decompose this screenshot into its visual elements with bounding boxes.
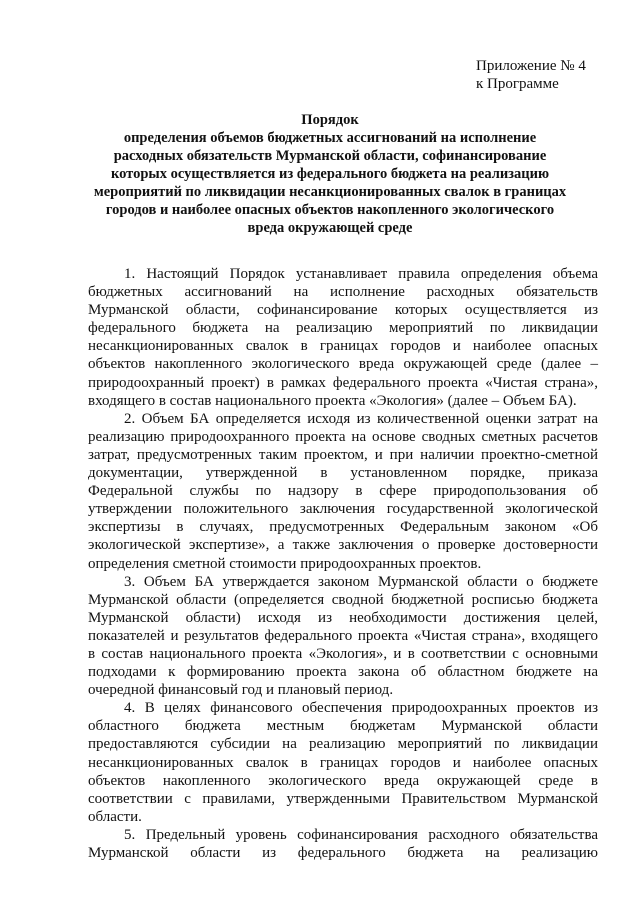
title-line: расходных обязательств Мурманской области, софинансирование [113, 148, 547, 164]
paragraph-line: Мурманской области, софинансирование которых осуществляется из [88, 302, 598, 319]
paragraph-line: природоохранный проект) в рамках федерального проекта «Чистая страна», [88, 374, 598, 391]
paragraph-line: несанкционированных свалок в границах городов и наиболее опасных [88, 754, 598, 771]
paragraph-line: федерального бюджета на реализацию мероприятий по ликвидации [88, 320, 598, 337]
annex-program: к Программе [476, 76, 559, 92]
document-title [80, 111, 580, 237]
paragraph-line: экологической экспертизе», а также заключения о проверке достоверности [88, 537, 598, 554]
paragraph-4 [88, 699, 598, 826]
paragraph-1 [88, 265, 598, 410]
paragraph-line: объектов накопленного экологического вреда окружающей среде (далее – [88, 356, 598, 373]
title-line: которых осуществляется из федерального бюджета на реализацию [110, 166, 550, 182]
paragraph-line: показателей и результатов федерального проекта «Чистая страна», входящего [88, 627, 598, 644]
paragraph-line: реализацию природоохранного проекта на основе сводных сметных расчетов [88, 428, 598, 445]
title-line: мероприятий по ликвидации несанкционированных свалок в границах [93, 184, 567, 200]
paragraph-line: в состав национального проекта «Экология», и в соответствии с основными [88, 645, 598, 662]
title-line: вреда окружающей среде [247, 220, 413, 236]
paragraph-line: 2. Объем БА определяется исходя из количественной оценки затрат на [124, 410, 598, 427]
paragraph-line: 5. Предельный уровень софинансирования расходного обязательства [124, 826, 598, 843]
paragraph-line: документации, утвержденной в установленном порядке, приказа [88, 465, 598, 482]
paragraph-line: 3. Объем БА утверждается законом Мурманской области о бюджете [124, 573, 598, 590]
paragraph-line: входящего в состав национального проекта «Экология» (далее – Объем БА). [88, 392, 577, 409]
document-body [88, 265, 598, 862]
paragraph-line: бюджетных ассигнований на исполнение расходных обязательств [88, 284, 598, 301]
paragraph-line: области. [88, 808, 142, 825]
paragraph-line: объектов накопленного экологического вреда окружающей среде в [88, 772, 598, 789]
title-line: определения объемов бюджетных ассигнований на исполнение [123, 130, 537, 146]
paragraph-line: несанкционированных свалок в границах городов и наиболее опасных [88, 338, 598, 355]
annex-reference [476, 57, 586, 93]
paragraph-line: соответствии с правилами, утвержденными Правительством Мурманской [88, 790, 598, 807]
paragraph-line: подходами к формированию проекта закона об областном бюджете на [88, 664, 598, 681]
title-heading: Порядок [301, 112, 359, 128]
paragraph-line: 1. Настоящий Порядок устанавливает правила определения объема [124, 266, 598, 282]
paragraph-line: затрат, предусмотренных таким проектом, и при наличии проектно-сметной [88, 446, 598, 463]
paragraph-2 [88, 410, 598, 573]
paragraph-line: утверждении положительного заключения государственной экологической [88, 501, 598, 518]
paragraph-line: экспертизы в случаях, предусмотренных Федеральным законом «Об [88, 519, 598, 536]
annex-number: Приложение № 4 [476, 58, 586, 74]
paragraph-line: Мурманской области) исходя из необходимости достижения целей, [88, 609, 598, 626]
paragraph-line: Мурманской области из федерального бюджета на реализацию [88, 845, 598, 861]
paragraph-line: Федеральной службы по надзору в сфере природопользования об [88, 483, 598, 500]
title-line: городов и наиболее опасных объектов накопленного экологического [105, 202, 555, 218]
paragraph-5 [88, 826, 598, 862]
paragraph-line: предоставляются субсидии на реализацию мероприятий по ликвидации [88, 736, 598, 753]
paragraph-line: Мурманской области (определяется сводной бюджетной росписью бюджета [88, 591, 598, 608]
paragraph-line: очередной финансовый год и плановый период. [88, 682, 394, 699]
paragraph-line: областного бюджета местным бюджетам Мурманской области [88, 718, 598, 735]
paragraph-line: 4. В целях финансового обеспечения природоохранных проектов из [124, 700, 598, 717]
paragraph-line: определения сметной стоимости природоохранных проектов. [88, 555, 482, 572]
paragraph-3 [88, 573, 598, 700]
